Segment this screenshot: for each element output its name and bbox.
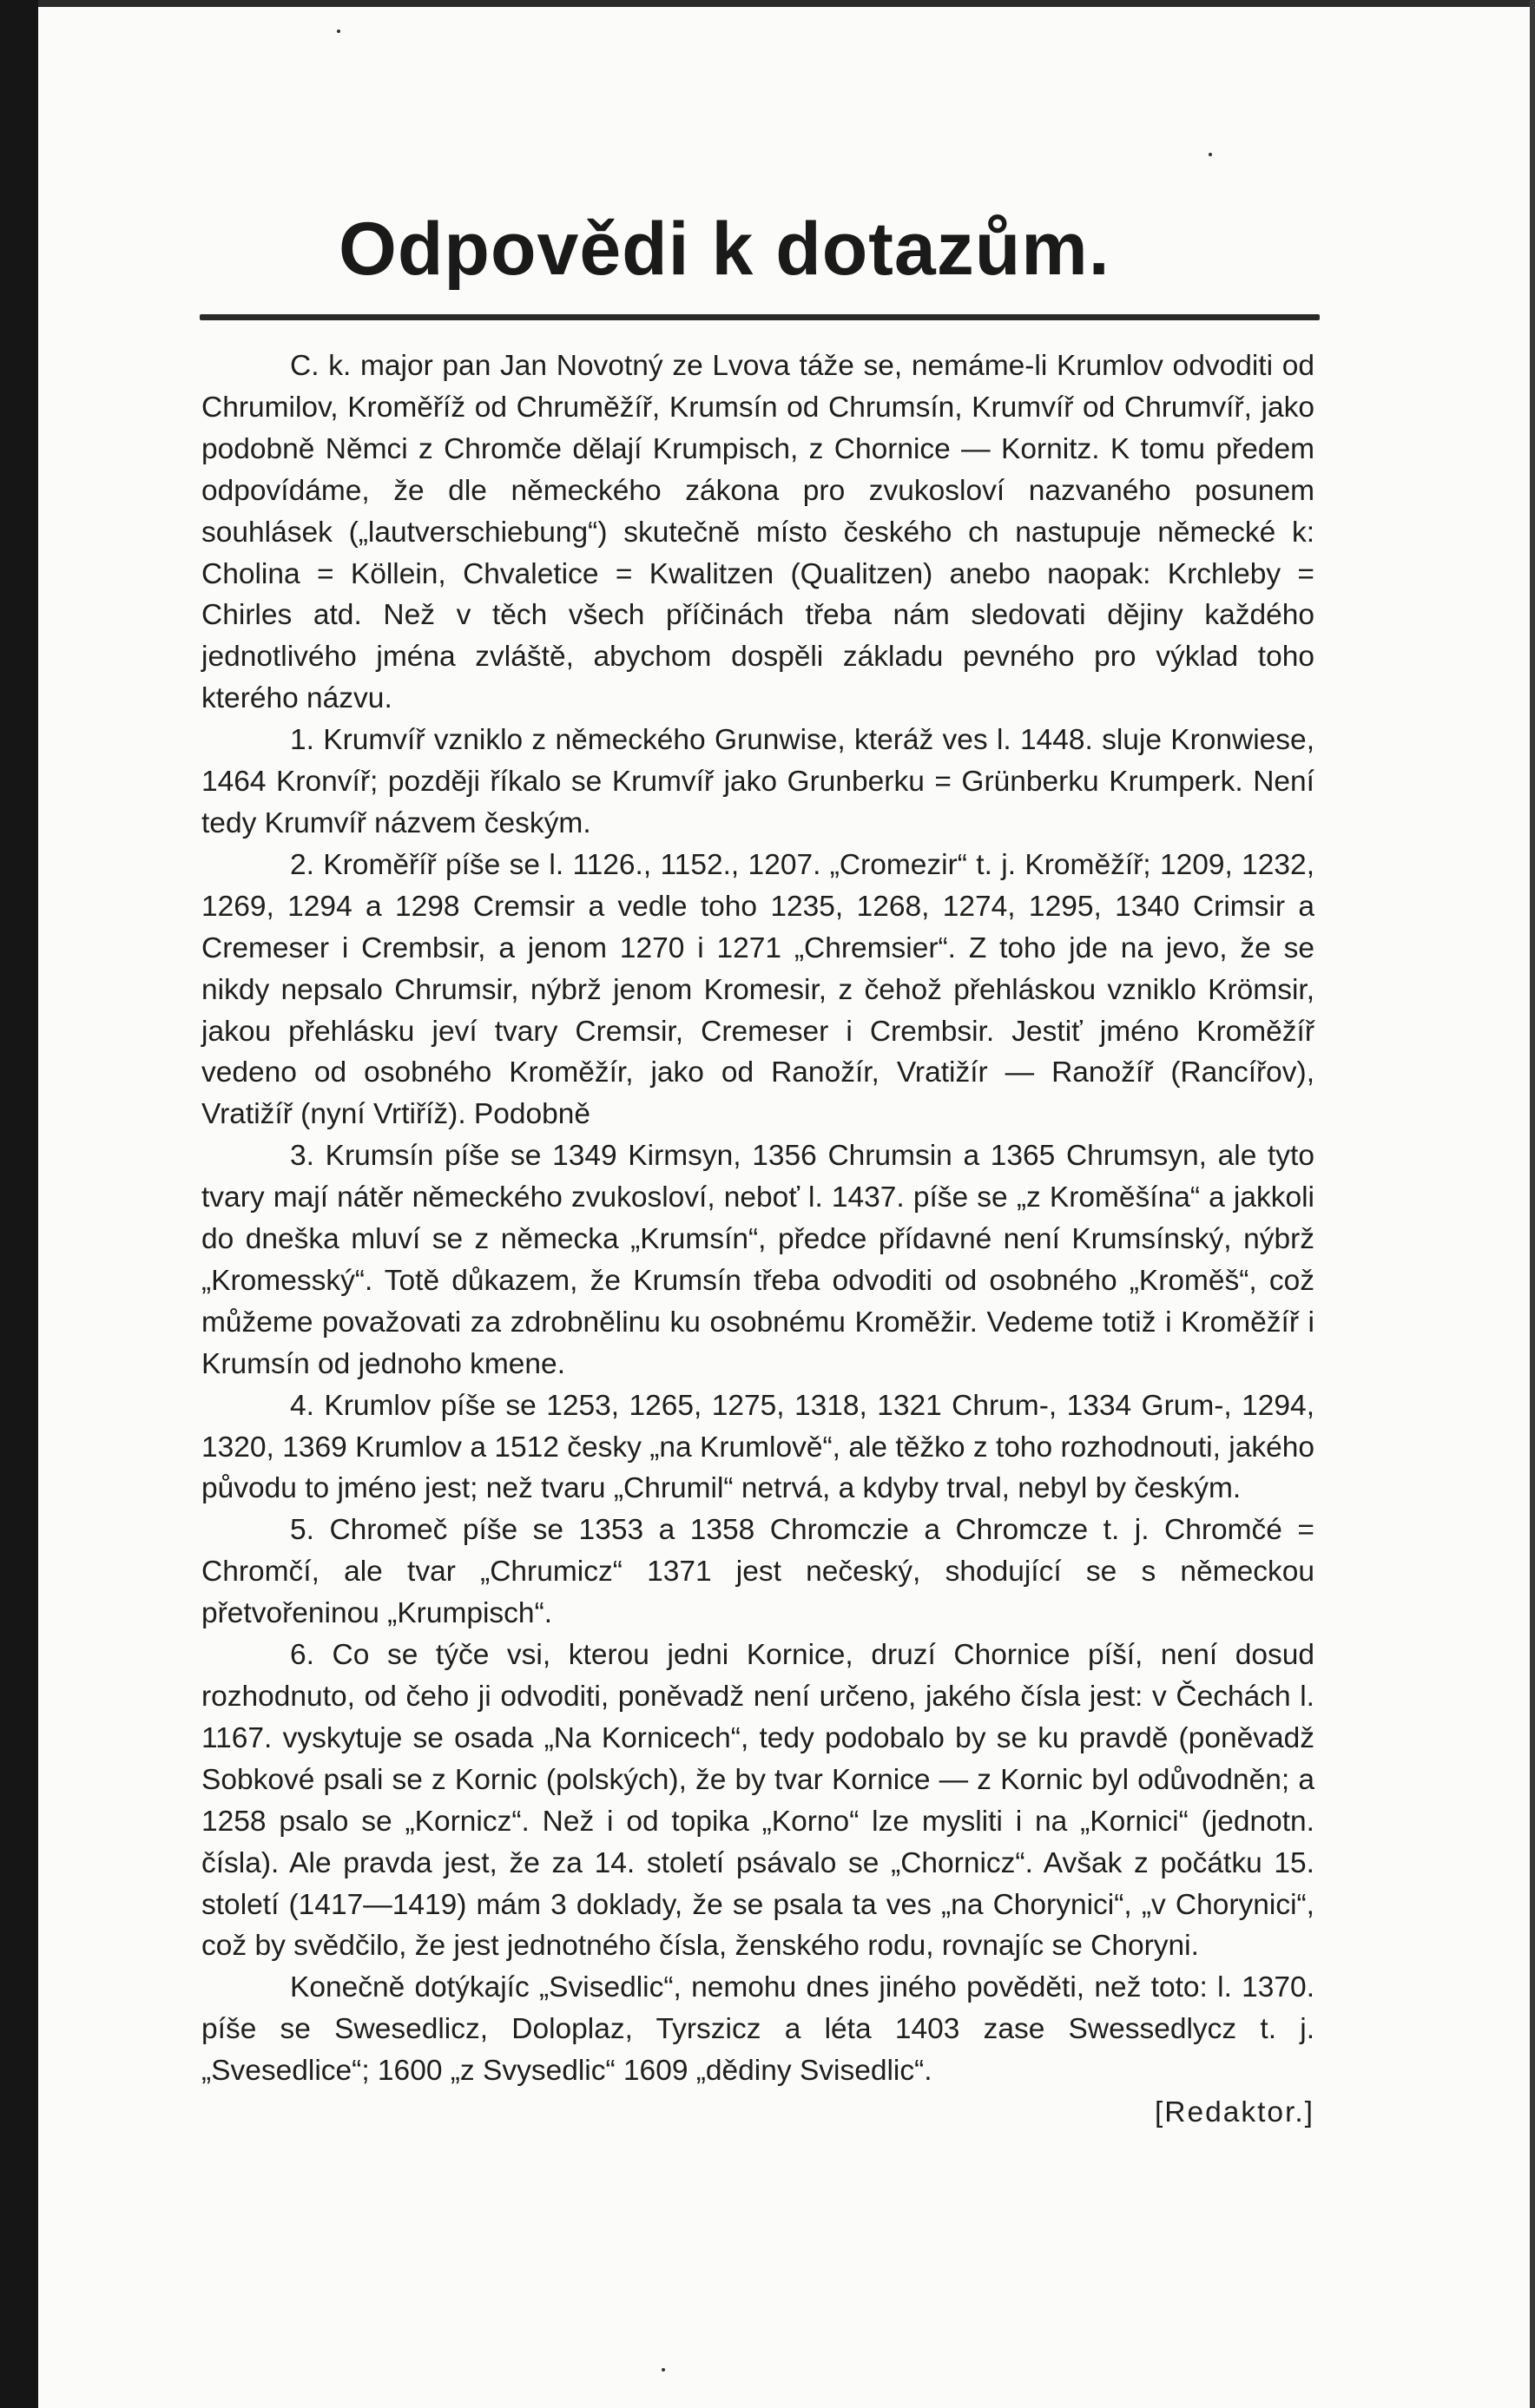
title-divider <box>200 314 1320 320</box>
page-title: Odpovědi k dotazům. <box>339 207 1110 291</box>
article-paragraph: 3. Krumsín píše se 1349 Kirmsyn, 1356 Chrumsin a 1365 Chrumsyn, ale tyto tvary mají nátěr německého zvukosloví, neboť l. 1437. píše se „z Kroměšína“ a jakkoli do dneška mluví se z německa „Krumsín“, předce přídavné není Krumsínský, nýbrž „Kromesský“. Totě důkazem, že Krumsín třeba odvoditi od osobného „Kroměš“, což můžeme považovati za zdrobnělinu ku osobnému Kroměžir. Vedeme totiž i Kroměžíř i Krumsín od jednoho kmene. <box>201 1140 1314 1380</box>
speck <box>662 2368 665 2372</box>
article-body <box>201 345 1314 2134</box>
article-paragraph: 2. Kroměříř píše se l. 1126., 1152., 1207. „Cromezir“ t. j. Kroměžíř; 1209, 1232, 1269, 1294 a 1298 Cremsir a vedle toho 1235, 1268, 1274, 1295, 1340 Crimsir a Cremeser i Crembsir, a jenom 1270 i 1271 „Chremsier“. Z toho jde na jevo, že se nikdy nepsalo Chrumsir, nýbrž jenom Kromesir, z čehož přehláskou vzniklo Krömsir, jakou přehlásku jeví tvary Cremsir, Cremeser i Crembsir. Jestiť jméno Kroměžíř vedeno od osobného Kroměžír, jako od Ranožír, Vratižír — Ranožíř (Rancířov), Vratižíř (nyní Vrtiříž). Podobně <box>201 848 1314 1131</box>
speck <box>1209 153 1212 156</box>
article-paragraph: 6. Co se týče vsi, kterou jedni Kornice, druzí Chornice píší, není dosud rozhodnuto, od čeho ji odvoditi, poněvadž není určeno, jakého čísla jest: v Čechách l. 1167. vyskytuje se osada „Na Kornicech“, tedy podobalo by se ku pravdě (poněvadž Sobkové psali se z Kornic (polských), že by tvar Kornice — z Kornic byl odůvodněn; a 1258 psalo se „Kornicz“. Než i od topika „Korno“ lze mysliti i na „Kornici“ (jednotn. čísla). Ale pravda jest, že za 14. století psávalo se „Chornicz“. Avšak z počátku 15. století (1417—1419) mám 3 doklady, že se psala ta ves „na Chorynici“, „v Chorynici“, což by svědčilo, že jest jednotného čísla, ženského rodu, rovnajíc se Choryni. <box>201 1639 1314 1963</box>
article-paragraph: C. k. major pan Jan Novotný ze Lvova táže se, nemáme-li Krumlov odvoditi od Chrumilov, Kroměříž od Chruměžíř, Krumsín od Chrumsín, Krumvíř od Chrumvíř, jako podobně Němci z Chromče dělají Krumpisch, z Chornice — Kornitz. K tomu předem odpovídáme, že dle německého zákona pro zvukosloví nazvaného posunem souhlásek („lautverschiebung“) skutečně místo českého ch nastupuje německé k: Cholina = Köllein, Chvaletice = Kwalitzen (Qualitzen) anebo naopak: Krchleby = Chirles atd. Než v těch všech příčinách třeba nám sledovati dějiny každého jednotlivého jména zvláště, abychom dospěli základu pevného pro výklad toho kterého názvu. <box>201 350 1314 715</box>
article-paragraph: Konečně dotýkajíc „Svisedlic“, nemohu dnes jiného pověděti, než toto: l. 1370. píše se Swesedlicz, Doloplaz, Tyrszicz a léta 1403 zase Swessedlycz t. j. „Svesedlice“; 1600 „z Svysedlic“ 1609 „dědiny Svisedlic“. <box>201 1971 1314 2088</box>
scan-border-left <box>0 0 38 2408</box>
article-paragraph: 1. Krumvíř vzniklo z německého Grunwise, kteráž ves l. 1448. sluje Kronwiese, 1464 Kronvíř; později říkalo se Krumvíř jako Grunberku = Grünberku Krumperk. Není tedy Krumvíř názvem českým. <box>201 724 1314 839</box>
article-paragraph: 4. Krumlov píše se 1253, 1265, 1275, 1318, 1321 Chrum-, 1334 Grum-, 1294, 1320, 1369 Krumlov a 1512 česky „na Krumlově“, ale těžko z toho rozhodnouti, jakého původu to jméno jest; než tvaru „Chrumil“ netrvá, a kdyby trval, nebyl by českým. <box>201 1389 1314 1505</box>
signature: [Redaktor.] <box>1154 2096 1314 2129</box>
article-paragraph: 5. Chromeč píše se 1353 a 1358 Chromczie a Chromcze t. j. Chromčé = Chromčí, ale tvar „Chrumicz“ 1371 jest nečeský, shodující se s německou přetvořeninou „Krumpisch“. <box>201 1514 1314 1630</box>
scan-border-right <box>1530 0 1535 2408</box>
scan-border-top <box>0 0 1535 7</box>
speck <box>337 30 340 33</box>
